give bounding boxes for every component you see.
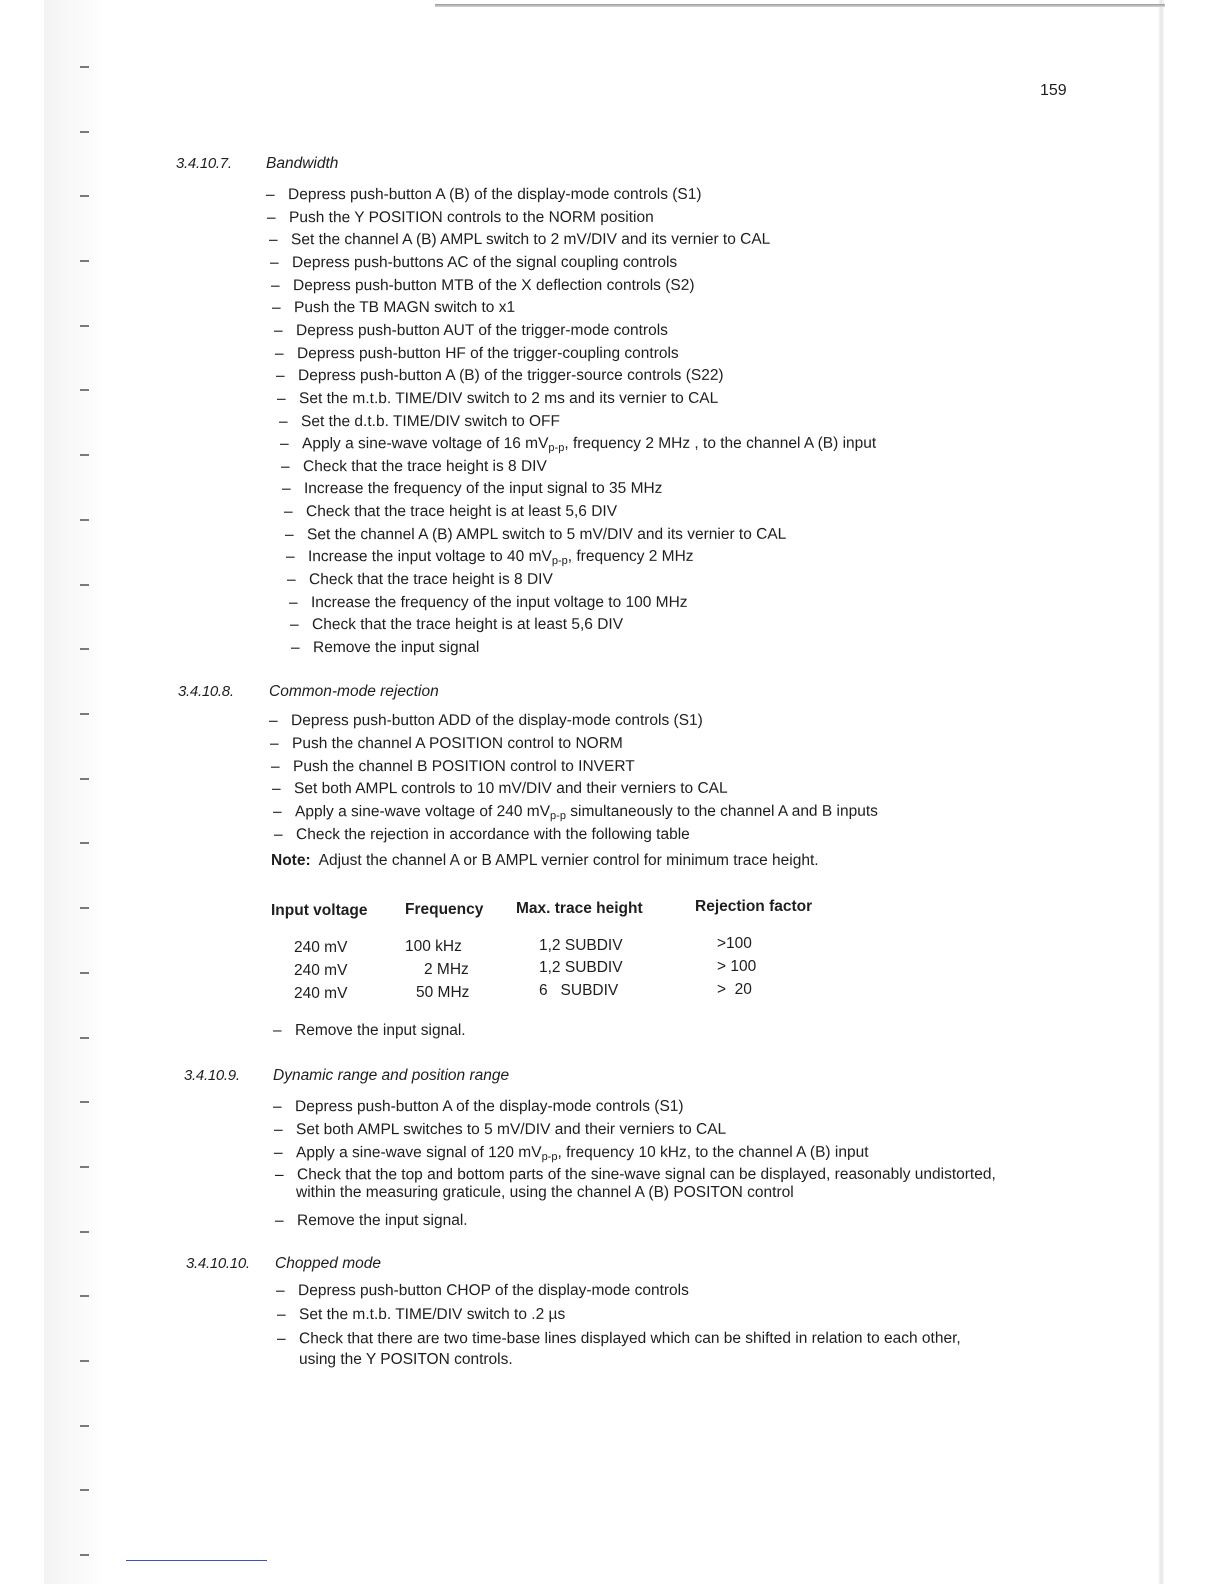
bullet-text: Set the channel A (B) AMPL switch to 2 mV/DIV and its vernier to CAL xyxy=(290,231,770,249)
binding-mark xyxy=(80,778,89,780)
binding-mark xyxy=(80,842,89,844)
bullet-item xyxy=(271,756,635,776)
bullet-item xyxy=(267,207,654,227)
bullet-dash: – xyxy=(273,1143,283,1161)
bullet-item xyxy=(278,411,559,431)
bullet-dash: – xyxy=(273,1120,283,1138)
bullet-text: Check that the trace height is at least 5,6 DIV xyxy=(311,616,623,634)
bullet-text: Check that the top and bottom parts of the sine-wave signal can be displayed, reasonably undistorted, xyxy=(296,1166,996,1184)
bullet-item xyxy=(274,1165,995,1186)
bullet-item xyxy=(283,502,616,522)
bullet-item xyxy=(277,1328,961,1349)
binding-mark xyxy=(80,131,89,133)
bullet-item xyxy=(275,343,679,363)
bullet-item xyxy=(276,366,724,386)
footer-rule xyxy=(126,1560,267,1561)
bullet-dash: – xyxy=(273,826,283,844)
bullet-item xyxy=(276,1305,564,1325)
binding-mark xyxy=(80,66,89,68)
binding-mark xyxy=(80,1295,89,1297)
table-header: Rejection factor xyxy=(695,898,813,915)
binding-mark xyxy=(80,1489,89,1491)
bullet-item xyxy=(274,825,690,845)
section-title: Chopped mode xyxy=(275,1255,381,1272)
bullet-text: Depress push-button HF of the trigger-coupling controls xyxy=(296,344,679,362)
bullet-text: Set the m.t.b. TIME/DIV switch to 2 ms and its vernier to CAL xyxy=(299,389,719,408)
bullet-dash: – xyxy=(272,803,282,821)
bullet-dash: – xyxy=(290,639,300,657)
bullet-dash: – xyxy=(276,1305,286,1323)
table-cell: > 100 xyxy=(717,958,757,975)
bullet-text: Push the Y POSITION controls to the NORM position xyxy=(289,208,654,226)
bullet-item xyxy=(273,802,878,827)
bullet-item xyxy=(272,298,515,318)
table-cell: 6 SUBDIV xyxy=(539,982,619,999)
bullet-dash: – xyxy=(279,435,289,453)
bullet-item xyxy=(277,389,718,409)
bullet-dash: – xyxy=(268,231,278,249)
bullet-dash: – xyxy=(278,412,288,430)
bullet-text: Depress push-button AUT of the trigger-mode controls xyxy=(295,321,668,340)
bullet-text: Depress push-button CHOP of the display-mode controls xyxy=(297,1281,689,1300)
bullet-dash: – xyxy=(275,367,285,385)
bullet-text: Depress push-button A (B) of the trigger-source controls (S22) xyxy=(297,366,724,385)
bullet-text: Push the channel B POSITION control to INVERT xyxy=(292,757,635,775)
bullet-text: Depress push-button A of the display-mode controls (S1) xyxy=(294,1097,684,1116)
bullet-text: Apply a sine-wave voltage of 16 $mV_{p-p}$, frequency 2 MHz , to the channel A (B) input xyxy=(301,434,876,455)
bullet-dash: – xyxy=(287,571,296,589)
binding-mark xyxy=(80,389,89,391)
table-cell: >100 xyxy=(717,935,752,952)
bullet-text: Depress push-buttons AC of the signal coupling controls xyxy=(291,253,677,272)
binding-mark xyxy=(80,907,89,909)
table-cell: 240 mV xyxy=(294,985,348,1002)
page-edge-shadow xyxy=(1158,0,1164,1584)
bullet-dash: – xyxy=(271,780,281,798)
bullet-dash: – xyxy=(270,757,280,775)
bullet-dash: – xyxy=(277,390,286,408)
binding-mark xyxy=(80,195,89,197)
bullet-dash: – xyxy=(272,299,281,317)
bullet-item xyxy=(282,479,662,499)
bullet-dash: – xyxy=(269,254,279,272)
bullet-text: Push the TB MAGN switch to x1 xyxy=(294,299,516,317)
binding-mark xyxy=(80,1166,89,1168)
binding-mark xyxy=(80,519,89,521)
binding-mark xyxy=(80,584,89,586)
note xyxy=(271,852,819,870)
binding-mark xyxy=(80,454,89,456)
bullet-item xyxy=(280,434,876,459)
bullet-text: Check that the trace height is at least 5,6 DIV xyxy=(305,502,617,521)
bullet-item xyxy=(275,1211,468,1231)
bullet-dash: – xyxy=(276,1329,286,1347)
bullet-text: Set the d.t.b. TIME/DIV switch to OFF xyxy=(300,412,560,430)
section-number: 3.4.10.10. xyxy=(186,1255,250,1272)
bullet-text: Apply a sine-wave signal of 120 $mV_{p-p}$, frequency 10 kHz, to the channel A (B) input xyxy=(295,1143,869,1163)
bullet-dash: – xyxy=(268,712,278,730)
bullet-item xyxy=(288,593,687,613)
binding-mark xyxy=(80,1425,89,1427)
bullet-text: Remove the input signal xyxy=(312,638,480,657)
bullet-text: Apply a sine-wave voltage of 240 $mV_{p-p}$ simultaneously to the channel A and B inputs xyxy=(294,802,878,823)
bullet-dash: – xyxy=(282,480,291,498)
table-cell: 100 kHz xyxy=(405,938,462,955)
binding-mark xyxy=(80,1037,89,1039)
bullet-item xyxy=(285,525,786,545)
section-number: 3.4.10.9. xyxy=(184,1067,240,1084)
bullet-dash: – xyxy=(274,1166,284,1184)
bullet-item xyxy=(273,1021,466,1041)
bullet-dash: – xyxy=(274,344,284,362)
bullet-item xyxy=(287,570,553,590)
bullet-item xyxy=(268,230,769,250)
bullet-text: Remove the input signal. xyxy=(296,1211,468,1229)
table-cell: 1,2 SUBDIV xyxy=(539,959,623,976)
bullet-item xyxy=(290,615,623,635)
bullet-text: Depress push-button MTB of the X deflection controls (S2) xyxy=(292,276,695,294)
bullet-dash: – xyxy=(288,593,298,611)
bullet-dash: – xyxy=(284,525,294,543)
bullet-item xyxy=(276,1281,689,1301)
top-edge-rule xyxy=(435,4,1165,7)
bullet-text: Remove the input signal. xyxy=(295,1022,466,1039)
bullet-dash: – xyxy=(267,208,276,226)
bullet-dash: – xyxy=(273,322,283,340)
bullet-dash: – xyxy=(274,1211,284,1229)
section-number: 3.4.10.8. xyxy=(178,683,234,700)
item-continuation: within the measuring graticule, using the channel A (B) POSITON control xyxy=(296,1184,794,1201)
section-title: Dynamic range and position range xyxy=(273,1067,510,1084)
bullet-text: Check that there are two time-base lines displayed which can be shifted in relation to each other, xyxy=(298,1329,961,1347)
section-title: Bandwidth xyxy=(266,155,339,172)
bullet-item xyxy=(273,1097,684,1117)
bullet-text: Depress push-button A (B) of the display-mode controls (S1) xyxy=(287,185,702,204)
binding-mark xyxy=(80,1360,89,1362)
binding-shadow xyxy=(44,0,106,1584)
binding-mark xyxy=(80,325,89,327)
bullet-text: Set the channel A (B) AMPL switch to 5 mV/DIV and its vernier to CAL xyxy=(306,525,787,543)
note-text: Adjust the channel A or B AMPL vernier control for minimum trace height. xyxy=(318,852,819,869)
bullet-item xyxy=(281,457,547,477)
bullet-dash: – xyxy=(272,1098,282,1116)
bullet-item xyxy=(266,185,702,205)
bullet-text: Set both AMPL controls to 10 mV/DIV and their verniers to CAL xyxy=(293,780,728,798)
bullet-item xyxy=(291,638,479,658)
bullet-item xyxy=(271,275,695,295)
bullet-text: Push the channel A POSITION control to NORM xyxy=(291,734,623,752)
table-cell: 2 MHz xyxy=(424,961,469,978)
bullet-dash: – xyxy=(270,276,280,294)
bullet-item xyxy=(269,711,703,731)
page-number: 159 xyxy=(1040,82,1067,99)
table-cell: 50 MHz xyxy=(416,984,470,1001)
binding-mark xyxy=(80,713,89,715)
bullet-text: Check the rejection in accordance with the following table xyxy=(295,825,690,844)
bullet-dash: – xyxy=(283,503,293,521)
bullet-item xyxy=(270,253,677,273)
binding-mark xyxy=(80,648,89,650)
bullet-text: Increase the frequency of the input voltage to 100 MHz xyxy=(310,593,688,611)
binding-mark xyxy=(80,972,89,974)
table-cell: 240 mV xyxy=(294,939,348,956)
bullet-text: Increase the input voltage to 40 $mV_{p-p}$, frequency 2 MHz xyxy=(307,548,694,568)
bullet-text: Depress push-button ADD of the display-mode controls (S1) xyxy=(290,711,703,730)
bullet-item xyxy=(273,1120,725,1140)
bullet-text: Increase the frequency of the input signal to 35 MHz xyxy=(304,480,663,498)
table-header: Frequency xyxy=(405,901,484,918)
note-label: Note: xyxy=(271,852,311,869)
bullet-dash: – xyxy=(289,616,299,634)
bullet-text: Set both AMPL switches to 5 mV/DIV and their verniers to CAL xyxy=(295,1120,726,1138)
bullet-dash: – xyxy=(269,734,279,752)
bullet-item xyxy=(286,547,694,571)
table-cell: > 20 xyxy=(717,981,752,998)
bullet-item xyxy=(272,779,728,799)
bullet-dash: – xyxy=(285,548,295,566)
binding-mark xyxy=(80,1101,89,1103)
item-continuation: using the Y POSITON controls. xyxy=(299,1351,513,1368)
table-header: Input voltage xyxy=(271,902,368,919)
bullet-item xyxy=(270,734,623,754)
section-title: Common-mode rejection xyxy=(269,683,439,700)
table-header: Max. trace height xyxy=(516,900,643,917)
binding-mark xyxy=(80,260,89,262)
bullet-dash: – xyxy=(275,1282,285,1300)
binding-mark xyxy=(80,1554,89,1556)
bullet-text: Check that the trace height is 8 DIV xyxy=(302,457,547,475)
bullet-text: Set the m.t.b. TIME/DIV switch to .2 µs xyxy=(298,1305,565,1323)
table-cell: 240 mV xyxy=(294,962,348,979)
table-cell: 1,2 SUBDIV xyxy=(539,937,623,954)
bullet-text: Check that the trace height is 8 DIV xyxy=(309,570,554,589)
bullet-dash: – xyxy=(280,457,290,475)
bullet-dash: – xyxy=(273,1022,282,1039)
bullet-dash: – xyxy=(265,186,275,204)
bullet-item xyxy=(273,321,667,341)
section-number: 3.4.10.7. xyxy=(176,155,232,172)
bullet-item xyxy=(274,1142,869,1167)
binding-mark xyxy=(80,1231,89,1233)
